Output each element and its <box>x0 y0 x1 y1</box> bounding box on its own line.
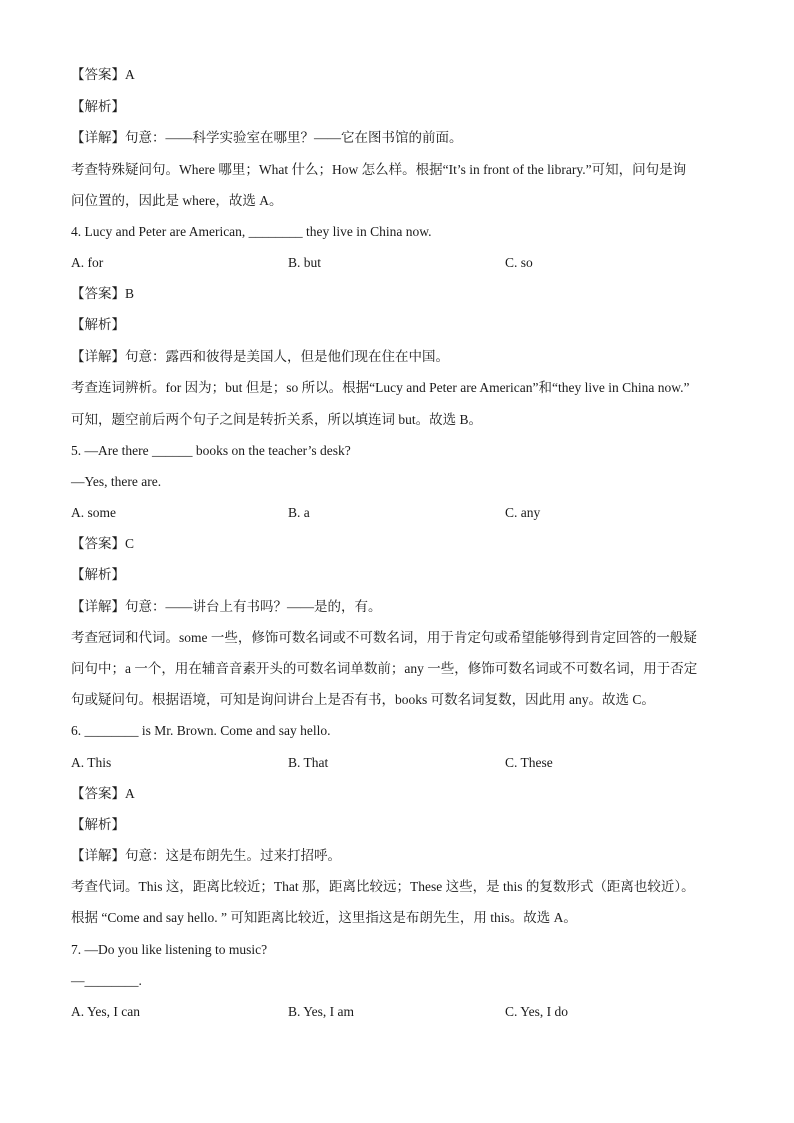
option-c: C. any <box>505 505 541 520</box>
explanation-text: 根据 “Come and say hello. ” 可知距离比较近，这里指这是布朗先生，用 this。故选 A。 <box>71 910 577 925</box>
option-b: B. but <box>288 255 322 270</box>
analysis-label: 【解析】 <box>71 317 125 332</box>
option-a: A. Yes, I can <box>71 1004 140 1019</box>
question-text: 4. Lucy and Peter are American, ________ they live in China now. <box>71 224 432 239</box>
answer-label: 【答案】B <box>71 286 135 301</box>
option-a: A. This <box>71 755 112 770</box>
analysis-label: 【解析】 <box>71 567 125 582</box>
question-text: 6. ________ is Mr. Brown. Come and say hello. <box>71 723 331 738</box>
answer-label: 【答案】A <box>71 786 135 801</box>
analysis-label: 【解析】 <box>71 99 125 114</box>
detail-text: 【详解】句意：露西和彼得是美国人，但是他们现在住在中国。 <box>71 349 449 364</box>
option-c: C. Yes, I do <box>505 1004 569 1019</box>
detail-text: 【详解】句意：——科学实验室在哪里？——它在图书馆的前面。 <box>71 130 463 145</box>
answer-label: 【答案】C <box>71 536 135 551</box>
explanation-text: 考查特殊疑问句。Where 哪里；What 什么；How 怎么样。根据“It’s in front of the library.”可知，问句是询 <box>71 162 687 177</box>
option-b: B. a <box>288 505 310 520</box>
option-b: B. Yes, I am <box>288 1004 355 1019</box>
option-c: C. so <box>505 255 533 270</box>
explanation-text: 考查连词辨析。for 因为；but 但是；so 所以。根据“Lucy and Peter are American”和“they live in China now.” <box>71 380 690 395</box>
question-text: 5. —Are there ______ books on the teacher’s desk? <box>71 443 351 458</box>
question-text: —________. <box>71 973 142 988</box>
explanation-text: 句或疑问句。根据语境，可知是询问讲台上是否有书，books 可数名词复数，因此用 any。故选 C。 <box>71 692 655 707</box>
analysis-label: 【解析】 <box>71 817 125 832</box>
explanation-text: 考查代词。This 这，距离比较近；That 那，距离比较远；These 这些，是 this 的复数形式（距离也较近）。 <box>71 879 695 894</box>
detail-text: 【详解】句意：这是布朗先生。过来打招呼。 <box>71 848 341 863</box>
explanation-text: 考查冠词和代词。some 一些，修饰可数名词或不可数名词，用于肯定句或希望能够得到肯定回答的一般疑 <box>71 630 697 645</box>
explanation-text: 可知，题空前后两个句子之间是转折关系，所以填连词 but。故选 B。 <box>71 412 483 427</box>
detail-text: 【详解】句意：——讲台上有书吗？——是的，有。 <box>71 599 382 614</box>
answer-label: 【答案】A <box>71 67 135 82</box>
option-b: B. That <box>288 755 329 770</box>
question-text: —Yes, there are. <box>71 474 162 489</box>
option-a: A. some <box>71 505 116 520</box>
question-text: 7. —Do you like listening to music? <box>71 942 268 957</box>
option-a: A. for <box>71 255 104 270</box>
explanation-text: 问句中；a 一个，用在辅音音素开头的可数名词单数前；any 一些，修饰可数名词或不可数名词，用于否定 <box>71 661 698 676</box>
explanation-text: 问位置的，因此是 where，故选 A。 <box>71 193 283 208</box>
option-c: C. These <box>505 755 553 770</box>
